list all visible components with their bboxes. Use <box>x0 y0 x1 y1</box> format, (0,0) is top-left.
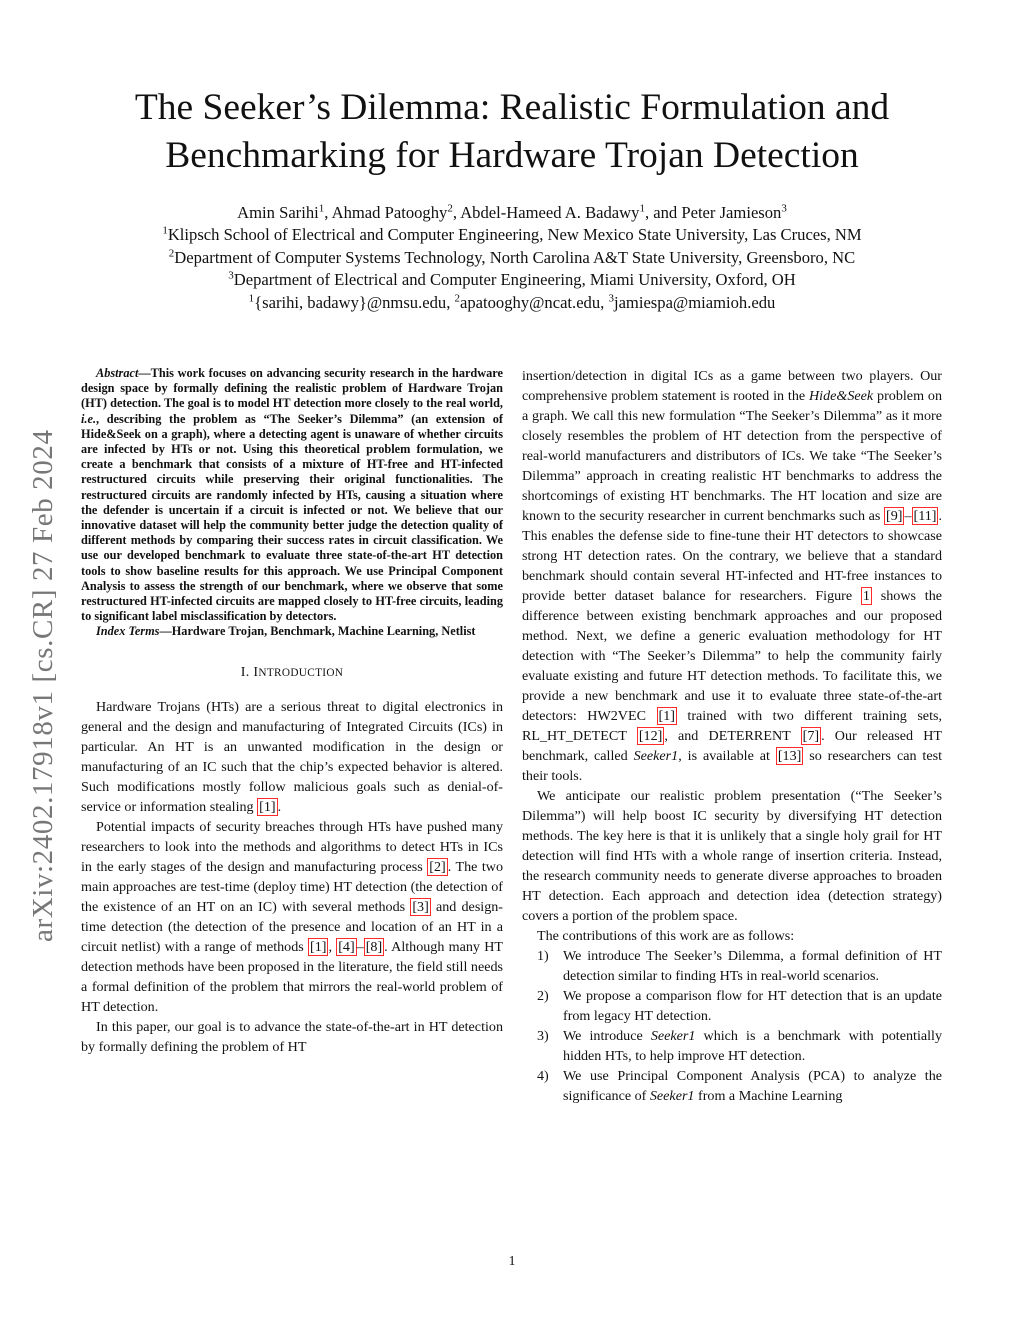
affiliation-1: $^1$Klipsch School of Electrical and Computer Engineering, New Mexico State University, Las Cruces, NM <box>162 224 862 245</box>
citation-link[interactable]: [1] <box>658 708 675 724</box>
email-list: $^1${sarihi, badawy}@nmsu.edu, $^2$apatooghy@ncat.edu, $^3$jamiespa@miamioh.edu <box>248 292 776 312</box>
paper-title <box>60 84 964 180</box>
citation-link[interactable]: [11] <box>913 508 937 524</box>
citation-link[interactable]: [13] <box>777 748 802 764</box>
abstract: Abstract—This work focuses on advancing security research in the hardware design space by formally defining the realistic problem of Hardware Trojan (HT) detection. The goal is to model HT detection more closely to the real world, i.e., describing the problem as “The Seeker’s Dilemma” (an extension of Hide&Seek on a graph), where a detecting agent is unaware of whether circuits are infected by HTs or not. Using this theoretical problem formulation, we create a benchmark that consists of a mixture of HT-free and HT-infected restructured circuits while preserving their original functionalities. The restructured circuits are randomly infected by HTs, causing a situation where the defender is uncertain if a circuit is infected or not. We believe that our innovative dataset will help the community better judge the detection quality of different methods by comparing their success rates in circuit classification. We use our developed benchmark to evaluate three state-of-the-art HT detection tools to show baseline results for this approach. We use Principal Component Analysis to assess the strength of our benchmark, where we observe that some restructured HT-infected circuits are mapped closely to HT-free circuits, leading to significant label misclassification by detectors. <box>81 366 503 624</box>
author-block <box>60 202 964 314</box>
citation-link[interactable]: [1] <box>259 798 276 815</box>
citation-link[interactable]: [4] <box>338 938 355 955</box>
figure-link[interactable]: 1 <box>862 588 870 604</box>
citation-link[interactable]: [8] <box>365 938 383 955</box>
title-line-1: The Seeker’s Dilemma: Realistic Formulation and <box>134 87 890 128</box>
citation-link[interactable]: [9] <box>886 508 903 524</box>
right-paragraph-1: insertion/detection in digital ICs as a game between two players. Our comprehensive problem statement is rooted in the Hide&Seek problem on a graph. We call this new formulation “The Seeker’s Dilemma” as it more closely resembles the problem of HT detection from the perspective of real-world manufacturers and distributors of ICs. We take “The Seeker’s Dilemma” approach in creating realistic HT benchmarks to address the shortcomings of existing HT benchmarks. The HT location and size are known to the security researcher in current benchmarks such as [9] – [11] . This enables the defense side to fine-tune their HT detectors to showcase strong HT detection rates. On the contrary, we believe that a standard benchmark should contain several HT-infected and HT-free instances to provide better dataset balance for researchers. Figure 1 shows the difference between existing benchmark approaches and our proposed method. Next, we define a generic evaluation methodology for HT detection with “The Seeker’s Dilemma” to help the community fairly evaluate existing and future HT detection methods. To facilitate this, we provide a new benchmark and use it to evaluate three state-of-the-art detectors: HW2VEC [1] trained with two different training sets, RL_HT_DETECT [12] , and DETERRENT [7] . Our released HT benchmark, called Seeker1, is available at [13] so researchers can test their tools. <box>522 368 942 784</box>
list-item: 2) We propose a comparison flow for HT detection that is an update from legacy HT detection. <box>537 988 942 1024</box>
intro-paragraph-3: In this paper, our goal is to advance the state-of-the-art in HT detection by formally defining the problem of HT <box>81 1018 503 1055</box>
right-paragraph-2: We anticipate our realistic problem presentation (“The Seeker’s Dilemma”) will help boost IC security by diversifying HT detection methods. The key here is that it is unlikely that a single holy grail for HT detection will find HTs with a whole range of insertion criteria. Instead, the research community needs to generate diverse approaches to broaden HT detection. Each approach and detection idea (detection strategy) covers a portion of the problem space. <box>522 788 942 924</box>
arxiv-identifier: arXiv:2402.17918v1 [cs.CR] 27 Feb 2024 <box>27 429 59 942</box>
abstract-label: Abstract <box>96 366 139 380</box>
right-column <box>522 366 942 1106</box>
list-item: 3) We introduce Seeker1 which is a benchmark with potentially hidden HTs, to help improve HT detection. <box>537 1028 942 1064</box>
section-heading-introduction: I. INTRODUCTION <box>240 663 344 680</box>
right-paragraph-3: The contributions of this work are as follows: <box>537 928 795 944</box>
citation-link[interactable]: [3] <box>412 898 429 915</box>
title-line-2: Benchmarking for Hardware Trojan Detection <box>165 135 859 176</box>
left-column <box>81 366 503 1057</box>
intro-paragraph-1: Hardware Trojans (HTs) are a serious threat to digital electronics in general and the design and manufacturing of Integrated Circuits (ICs) in particular. An HT is an unwanted modification in the design or manufacturing of an IC such that the chip’s expected behavior is altered. Such modifications mostly follow malicious goals such as denial-of-service or information stealing [1] . <box>81 698 503 815</box>
citation-link[interactable]: [12] <box>638 728 663 744</box>
author-list: Amin Sarihi$^1$, Ahmad Patooghy$^2$, Abdel-Hameed A. Badawy$^1$, and Peter Jamieson$^3$ <box>237 202 787 222</box>
affiliation-2: $^2$Department of Computer Systems Technology, North Carolina A&T State University, Greensboro, NC <box>168 247 856 267</box>
citation-link[interactable]: [1] <box>310 938 327 955</box>
affiliation-3: $^3$Department of Electrical and Computer Engineering, Miami University, Oxford, OH <box>228 269 796 290</box>
page-number: 1 <box>508 1253 516 1269</box>
citation-link[interactable]: [2] <box>429 858 446 875</box>
intro-paragraph-2: Potential impacts of security breaches through HTs have pushed many researchers to look into the methods and algorithms to detect HTs in ICs in the early stages of the design and manufacturing process [2] . The two main approaches are test-time (deploy time) HT detection (the detection of the existence of an HT on an IC) with several methods [3] and design-time detection (the detection of the presence and location of an HT in a circuit netlist) with a range of methods [1] , [4] – [8] . Although many HT detection methods have been proposed in the literature, the field still needs a formal definition of the problem that mirrors the real-world problem of HT detection. <box>81 818 504 1015</box>
citation-link[interactable]: [7] <box>802 728 820 744</box>
list-item: 1) We introduce The Seeker’s Dilemma, a formal definition of HT detection similar to finding HTs in real-world scenarios. <box>537 948 942 984</box>
index-terms: Index Terms—Hardware Trojan, Benchmark, Machine Learning, Netlist <box>96 624 476 639</box>
list-item: 4) We use Principal Component Analysis (PCA) to analyze the significance of Seeker1 from a Machine Learning <box>537 1068 942 1104</box>
index-terms-label: Index Terms <box>96 624 160 639</box>
contributions-list <box>522 946 942 1106</box>
